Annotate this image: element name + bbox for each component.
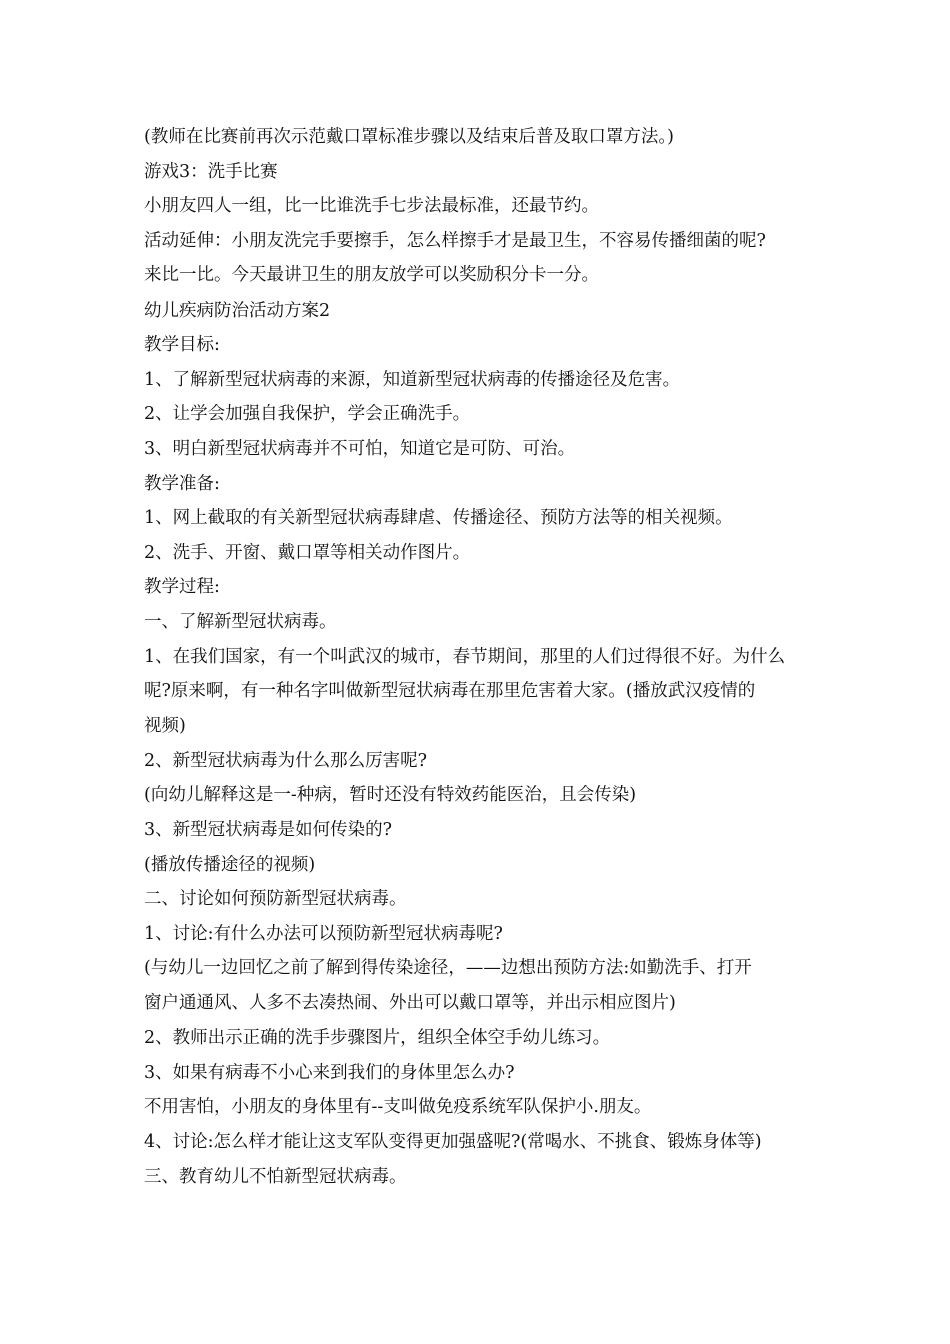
document-line: 2、教师出示正确的洗手步骤图片，组织全体空手幼儿练习。 xyxy=(144,1028,611,1049)
document-line: 3、如果有病毒不小心来到我们的身体里怎么办? xyxy=(144,1062,515,1083)
document-line: (与幼儿一边回忆之前了解到得传染途径，——边想出预防方法:如勤洗手、打开 xyxy=(144,958,752,979)
document-line: 3、新型冠状病毒是如何传染的? xyxy=(144,820,393,841)
document-line: 来比一比。今天最讲卫生的朋友放学可以奖励积分卡一分。 xyxy=(144,265,599,286)
document-line: 1、了解新型冠状病毒的来源，知道新型冠状病毒的传播途径及危害。 xyxy=(144,369,681,390)
document-line: 1、网上截取的有关新型冠状病毒肆虐、传播途径、预防方法等的相关视频。 xyxy=(144,508,733,529)
document-line: 4、讨论:怎么样才能让这支军队变得更加强盛呢?(常喝水、不挑食、锻炼身体等) xyxy=(144,1132,762,1152)
document-line: (播放传播途径的视频) xyxy=(144,854,316,875)
document-line: 幼儿疾病防治活动方案2 xyxy=(144,300,331,321)
document-line: 1、在我们国家，有一个叫武汉的城市，春节期间，那里的人们过得很不好。为什么 xyxy=(144,646,786,667)
document-line: 1、讨论:有什么办法可以预防新型冠状病毒呢? xyxy=(144,923,503,944)
document-line: 教学准备: xyxy=(144,473,220,494)
document-line: (教师在比赛前再次示范戴口罩标准步骤以及结束后普及取口罩方法。) xyxy=(144,127,674,147)
document-line: 三、教育幼儿不怕新型冠状病毒。 xyxy=(144,1166,407,1187)
document-line: 窗户通通风、人多不去凑热闹、外出可以戴口罩等，并出示相应图片) xyxy=(144,993,676,1014)
document-line: 2、新型冠状病毒为什么那么厉害呢? xyxy=(144,750,428,771)
document-line: 一、了解新型冠状病毒。 xyxy=(144,611,337,632)
document-line: 不用害怕，小朋友的身体里有--支叫做免疫系统军队保护小.朋友。 xyxy=(144,1097,652,1118)
document-line: 游戏3：洗手比赛 xyxy=(144,161,278,182)
document-body xyxy=(144,120,812,1194)
document-line: 2、让学会加强自我保护，学会正确洗手。 xyxy=(144,404,471,425)
document-line: 活动延伸：小朋友洗完手要擦手，怎么样擦手才是最卫生，不容易传播细菌的呢? xyxy=(144,230,766,251)
document-line: 教学目标: xyxy=(144,335,220,356)
document-line: 视频) xyxy=(144,716,186,737)
document-line: 3、明白新型冠状病毒并不可怕，知道它是可防、可治。 xyxy=(144,438,576,459)
document-line: 教学过程: xyxy=(144,577,220,598)
document-line: (向幼儿解释这是一-种病，暂时还没有特效药能医治，且会传染) xyxy=(144,785,637,806)
document-line: 小朋友四人一组，比一比谁洗手七步法最标准，还最节约。 xyxy=(144,196,599,217)
document-line: 2、洗手、开窗、戴口罩等相关动作图片。 xyxy=(144,542,471,563)
document-line: 呢?原来啊，有一种名字叫做新型冠状病毒在那里危害着大家。(播放武汉疫情的 xyxy=(144,681,756,702)
document-line: 二、讨论如何预防新型冠状病毒。 xyxy=(144,889,407,910)
